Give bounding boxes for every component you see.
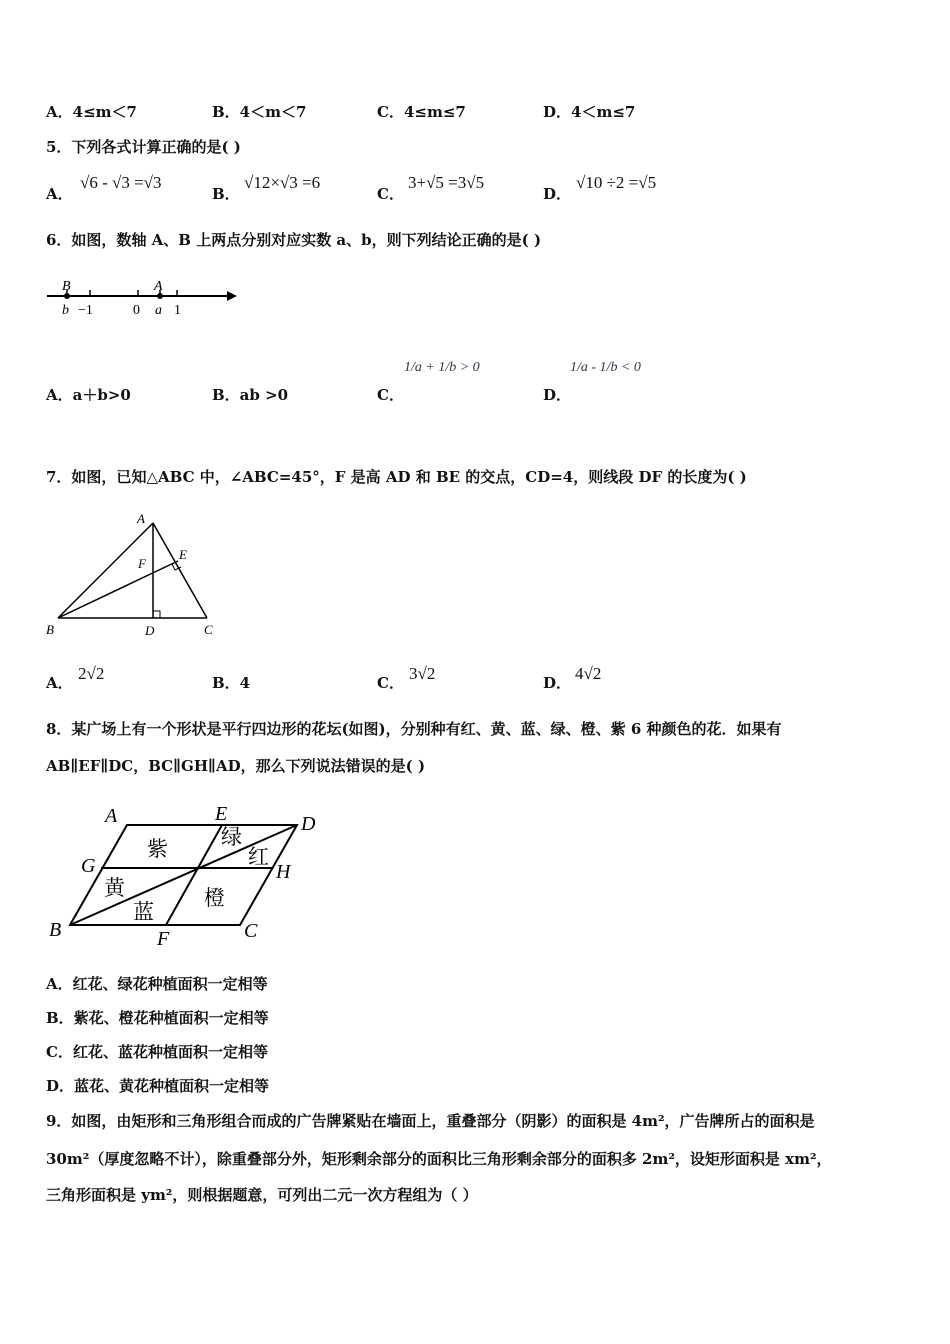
- q8-stem-line2: AB∥EF∥DC，BC∥GH∥AD，那么下列说法错误的是( ): [46, 757, 426, 775]
- q4-option-d[interactable]: D．4＜m≤7: [543, 103, 636, 121]
- q7-option-d-label[interactable]: D．: [543, 674, 572, 692]
- q5-stem: 5．下列各式计算正确的是( ): [46, 138, 241, 156]
- q4-option-a[interactable]: A．4≤m＜7: [46, 103, 137, 121]
- region-purple: 紫: [147, 837, 168, 861]
- q5-option-b-expr: √12×√3 =6: [244, 173, 321, 192]
- tick-1-label: 1: [174, 303, 181, 318]
- q5-option-d-expr: √10 ÷2 =√5: [576, 173, 657, 192]
- q7-stem: 7．如图，已知△ABC 中，∠ABC=45°，F 是高 AD 和 BE 的交点，CD=4，则线段 DF 的长度为( ): [46, 468, 747, 486]
- q9-text-line1: 9．如图，由矩形和三角形组合而成的广告牌紧贴在墙面上，重叠部分（阴影）的面积是 4m²，广告牌所占的面积是: [46, 1112, 815, 1130]
- region-orange: 橙: [204, 886, 225, 910]
- q7-option-c-expr: 3√2: [409, 664, 436, 683]
- q5-option-a-label[interactable]: A．: [46, 185, 73, 203]
- point-a-label: A: [154, 279, 163, 294]
- q6-option-a[interactable]: A．a＋b>0: [46, 386, 131, 404]
- number-line-figure: [45, 276, 245, 321]
- q8-option-c[interactable]: C．红花、蓝花种植面积一定相等: [46, 1043, 268, 1061]
- region-blue: 蓝: [133, 900, 154, 924]
- fig-label-f: F: [157, 928, 170, 950]
- q6-option-c-expr: 1/a + 1/b > 0: [404, 360, 480, 375]
- fig-label-g: G: [81, 855, 96, 877]
- q8-option-a[interactable]: A．红花、绿花种植面积一定相等: [46, 975, 268, 993]
- q8-stem-line1: 8．某广场上有一个形状是平行四边形的花坛(如图)，分别种有红、黄、蓝、绿、橙、紫 6 种颜色的花．如果有: [46, 720, 782, 738]
- triangle-figure: [42, 508, 232, 638]
- q8-option-b[interactable]: B．紫花、橙花种植面积一定相等: [46, 1009, 269, 1027]
- point-f-label: F: [138, 556, 146, 571]
- vertex-a-label: A: [137, 511, 145, 526]
- q7-option-a-expr: 2√2: [78, 664, 105, 683]
- region-yellow: 黄: [104, 876, 125, 900]
- q5-option-b-label[interactable]: B．: [212, 185, 240, 203]
- region-red: 红: [248, 845, 269, 869]
- fig-label-c: C: [244, 920, 258, 942]
- parallelogram-figure: [45, 800, 345, 950]
- tick-a-label: a: [155, 303, 162, 318]
- q5-option-c-expr: 3+√5 =3√5: [408, 173, 485, 192]
- region-green: 绿: [221, 825, 242, 849]
- q5-option-d-label[interactable]: D．: [543, 185, 572, 203]
- q6-option-d-expr: 1/a - 1/b < 0: [570, 360, 641, 375]
- point-b-label: B: [62, 279, 71, 294]
- tick-minus1-label: −1: [78, 303, 93, 318]
- fig-label-a: A: [105, 805, 118, 827]
- q6-option-c-label[interactable]: C．: [377, 386, 404, 404]
- q8-option-d[interactable]: D．蓝花、黄花种植面积一定相等: [46, 1077, 270, 1095]
- point-e-label: E: [179, 547, 187, 562]
- q5-option-a-expr: √6 - √3 =√3: [80, 173, 162, 192]
- q7-option-c-label[interactable]: C．: [377, 674, 404, 692]
- q4-option-c[interactable]: C．4≤m≤7: [377, 103, 466, 121]
- q5-option-c-label[interactable]: C．: [377, 185, 404, 203]
- q4-option-b[interactable]: B．4＜m＜7: [212, 103, 307, 121]
- q7-option-b[interactable]: B．4: [212, 674, 251, 692]
- q7-option-d-expr: 4√2: [575, 664, 602, 683]
- q7-option-a-label[interactable]: A．: [46, 674, 73, 692]
- q6-option-d-label[interactable]: D．: [543, 386, 572, 404]
- vertex-c-label: C: [204, 622, 213, 637]
- q6-stem: 6．如图，数轴 A、B 上两点分别对应实数 a、b，则下列结论正确的是( ): [46, 231, 542, 249]
- fig-label-d: D: [301, 813, 316, 835]
- q9-text-line2: 30m²（厚度忽略不计），除重叠部分外，矩形剩余部分的面积比三角形剩余部分的面积多 2m²，设矩形面积是 xm²，: [46, 1150, 832, 1168]
- fig-label-e: E: [215, 803, 228, 825]
- q6-option-b[interactable]: B．ab >0: [212, 386, 289, 404]
- vertex-b-label: B: [46, 622, 54, 637]
- tick-0-label: 0: [133, 303, 140, 318]
- q9-text-line3: 三角形面积是 ym²，则根据题意，可列出二元一次方程组为（ ）: [46, 1186, 478, 1204]
- tick-b-label: b: [62, 303, 69, 318]
- fig-label-h: H: [276, 861, 291, 883]
- fig-label-b: B: [49, 919, 62, 941]
- point-d-label: D: [145, 623, 155, 638]
